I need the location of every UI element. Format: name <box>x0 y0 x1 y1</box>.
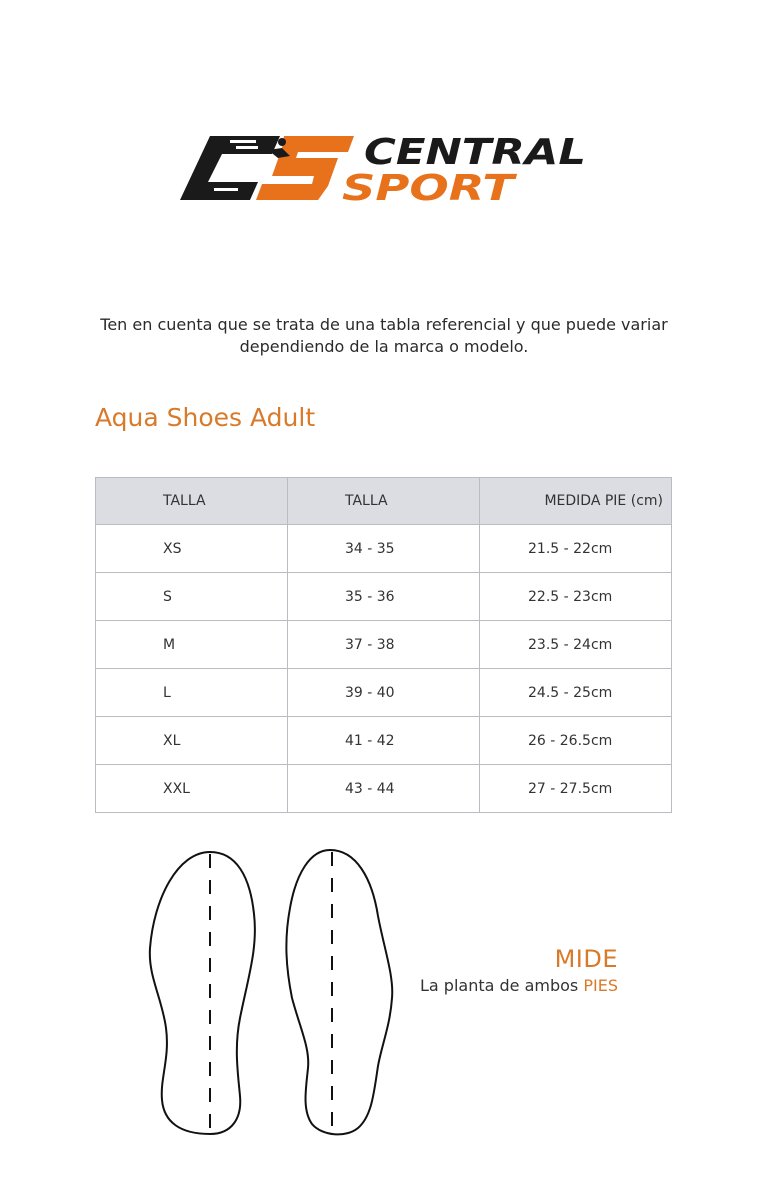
cell-foot-length: 26 - 26.5cm <box>480 717 672 765</box>
cell-foot-length: 23.5 - 24cm <box>480 621 672 669</box>
right-foot-outline <box>286 850 392 1134</box>
header-talla-letter: TALLA <box>96 478 288 525</box>
measure-subtitle <box>380 974 618 998</box>
cell-size-letter: XXL <box>96 765 288 813</box>
measure-subtitle-text: La planta de ambos <box>419 976 579 995</box>
cell-size-number: 35 - 36 <box>288 573 480 621</box>
table-title: Aqua Shoes Adult <box>95 403 316 432</box>
cell-foot-length: 24.5 - 25cm <box>480 669 672 717</box>
cell-size-letter: XS <box>96 525 288 573</box>
cell-size-letter: L <box>96 669 288 717</box>
cell-foot-length: 22.5 - 23cm <box>480 573 672 621</box>
table-row <box>96 765 672 813</box>
cell-size-number: 43 - 44 <box>288 765 480 813</box>
note-line-2: dependiendo de la marca o modelo. <box>239 337 529 356</box>
cell-size-letter: M <box>96 621 288 669</box>
size-table <box>95 477 672 813</box>
measure-highlight: PIES <box>583 976 618 995</box>
foot-outlines-illustration <box>140 848 410 1138</box>
central-sport-logo <box>178 128 592 208</box>
table-row <box>96 573 672 621</box>
logo-wordmark-bottom: SPORT <box>342 168 518 208</box>
cell-size-number: 34 - 35 <box>288 525 480 573</box>
measure-title: MIDE <box>554 945 618 973</box>
table-row <box>96 717 672 765</box>
cell-foot-length: 21.5 - 22cm <box>480 525 672 573</box>
cell-size-number: 39 - 40 <box>288 669 480 717</box>
cell-foot-length: 27 - 27.5cm <box>480 765 672 813</box>
note-line-1: Ten en cuenta que se trata de una tabla referencial y que puede variar <box>100 315 668 334</box>
reference-note <box>60 314 708 358</box>
cell-size-number: 41 - 42 <box>288 717 480 765</box>
logo-wordmark-top: CENTRAL <box>364 132 586 173</box>
table-row <box>96 525 672 573</box>
cell-size-number: 37 - 38 <box>288 621 480 669</box>
table-row <box>96 621 672 669</box>
header-talla-number: TALLA <box>288 478 480 525</box>
table-header-row <box>96 478 672 525</box>
left-foot-outline <box>150 852 255 1134</box>
measure-instruction <box>380 944 618 998</box>
cell-size-letter: S <box>96 573 288 621</box>
table-row <box>96 669 672 717</box>
header-medida-pie: MEDIDA PIE (cm) <box>480 478 672 525</box>
cell-size-letter: XL <box>96 717 288 765</box>
